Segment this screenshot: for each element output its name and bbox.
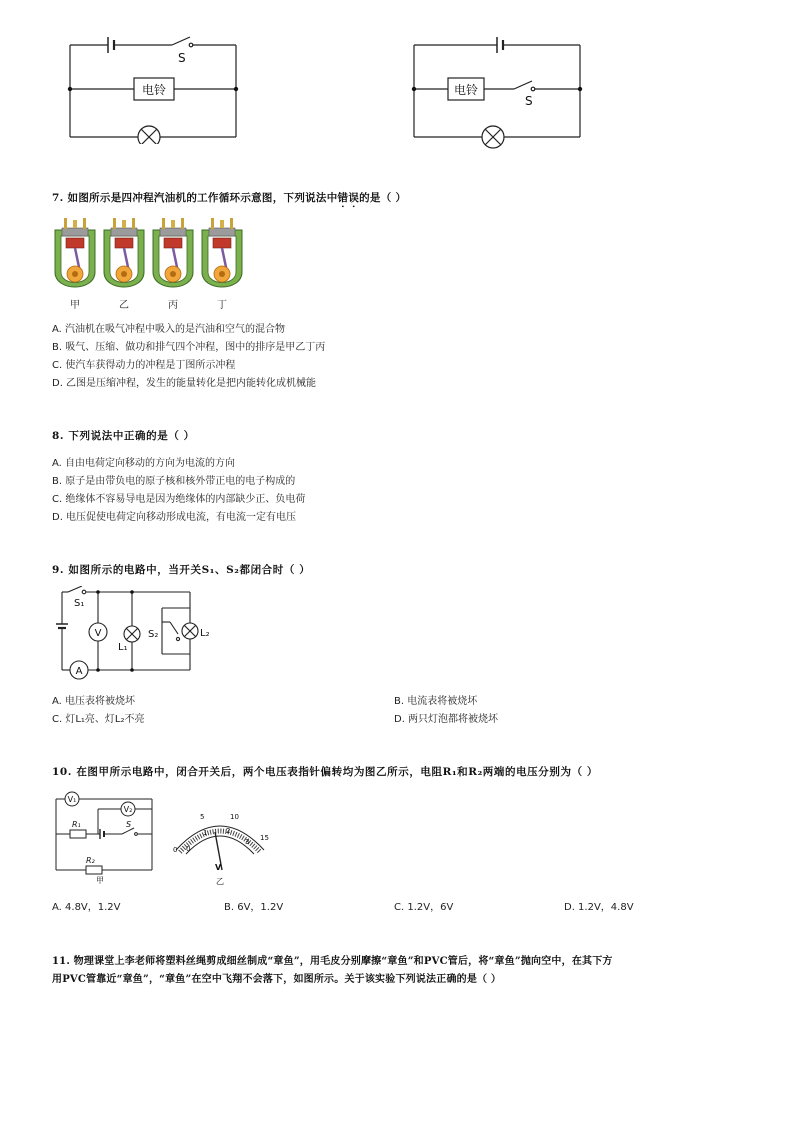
question-8-stem: 8. 下列说法中正确的是（ ） [52,430,195,442]
q8-option-a[interactable]: A. 自由电荷定向移动的方向为电流的方向 [52,458,236,469]
circuit-diagram-right [404,34,594,154]
scale-bottom-3: 3 [245,838,250,846]
s2-label: S₂ [148,629,159,640]
q9-circuit-diagram [52,586,222,682]
q10-circuit-diagram [52,790,160,886]
q10-option-a[interactable]: A. 4.8V，1.2V [52,902,121,913]
r1-label: R₁ [72,820,81,829]
switch-label: S [178,51,186,65]
question-10-stem: 10. 在图甲所示电路中，闭合开关后，两个电压表指针偏转均为图乙所示，电阻R₁和R₂两端的电压分别为（ ） [52,766,599,778]
l1-label: L₁ [118,642,128,653]
figure-a-label: 甲 [96,876,104,885]
scale-bottom-2: 2 [226,827,231,835]
switch-label: S [525,94,533,108]
question-9-stem: 9. 如图所示的电路中，当开关S₁、S₂都闭合时（ ） [52,564,311,576]
q10-option-d[interactable]: D. 1.2V，4.8V [564,902,634,913]
circuit-diagram-left [60,34,250,144]
r2-label: R₂ [86,856,95,865]
bell-label: 电铃 [141,83,167,97]
q10-option-b[interactable]: B. 6V，1.2V [224,902,284,913]
v1-label: V₁ [67,795,77,804]
q7-option-a[interactable]: A. 汽油机在吸气冲程中吸入的是汽油和空气的混合物 [52,324,286,335]
question-11-stem-line2: 用PVC管靠近“章鱼”，“章鱼”在空中飞翔不会落下，如图所示。关于该实验下列说法正确的是（ ） [52,974,502,985]
ammeter-label: A [75,666,83,677]
q10-voltmeter-dial [168,800,274,890]
stem-prefix: 7. 如图所示是四冲程汽油机的工作循环示意图，下列说法中 [52,192,338,204]
scale-bottom-1: 1 [203,829,208,837]
scale-top-15: 15 [260,834,269,842]
meter-v-label: V [215,863,222,872]
q9-option-d[interactable]: D. 两只灯泡都将被烧坏 [394,714,499,725]
engine-label-3: 丙 [168,300,178,311]
figure-b-label: 乙 [216,877,224,886]
scale-top-5: 5 [200,813,205,821]
scale-top-0: 0 [173,846,178,854]
voltmeter-label: V [94,628,102,639]
q9-option-c[interactable]: C. 灯L₁亮、灯L₂不亮 [52,714,145,725]
q9-option-a[interactable]: A. 电压表将被烧坏 [52,696,136,707]
engine-label-4: 丁 [217,300,227,311]
scale-top-10: 10 [230,813,239,821]
question-7-stem [52,190,406,210]
q7-option-d[interactable]: D. 乙图是压缩冲程，发生的能量转化是把内能转化成机械能 [52,378,317,389]
q7-option-b[interactable]: B. 吸气、压缩、做功和排气四个冲程，图中的排序是甲乙丁丙 [52,342,326,353]
s-label: S [126,820,132,829]
question-11-stem-line1: 11. 物理课堂上李老师将塑料丝绳剪成细丝制成“章鱼”，用毛皮分别摩擦“章鱼”和PVC管后，将“章鱼”抛向空中，在其下方 [52,956,613,967]
q10-option-c[interactable]: C. 1.2V，6V [394,902,454,913]
stem-emphasis: 错误 [337,192,360,204]
engine-label-2: 乙 [119,300,129,311]
engine-label-1: 甲 [70,300,80,311]
q7-option-c[interactable]: C. 使汽车获得动力的冲程是丁图所示冲程 [52,360,236,371]
l2-label: L₂ [200,628,210,639]
engine-cycle-figure [52,214,252,312]
stem-suffix: 的是（ ） [359,192,407,204]
q8-option-d[interactable]: D. 电压促使电荷定向移动形成电流，有电流一定有电压 [52,512,297,523]
s1-label: S₁ [74,598,85,609]
v2-label: V₂ [123,805,133,814]
q8-option-c[interactable]: C. 绝缘体不容易导电是因为绝缘体的内部缺少正、负电荷 [52,494,306,505]
q8-option-b[interactable]: B. 原子是由带负电的原子核和核外带正电的电子构成的 [52,476,296,487]
scale-bottom-0: 0 [186,845,191,853]
bell-label: 电铃 [453,83,479,97]
q9-option-b[interactable]: B. 电流表将被烧坏 [394,696,478,707]
